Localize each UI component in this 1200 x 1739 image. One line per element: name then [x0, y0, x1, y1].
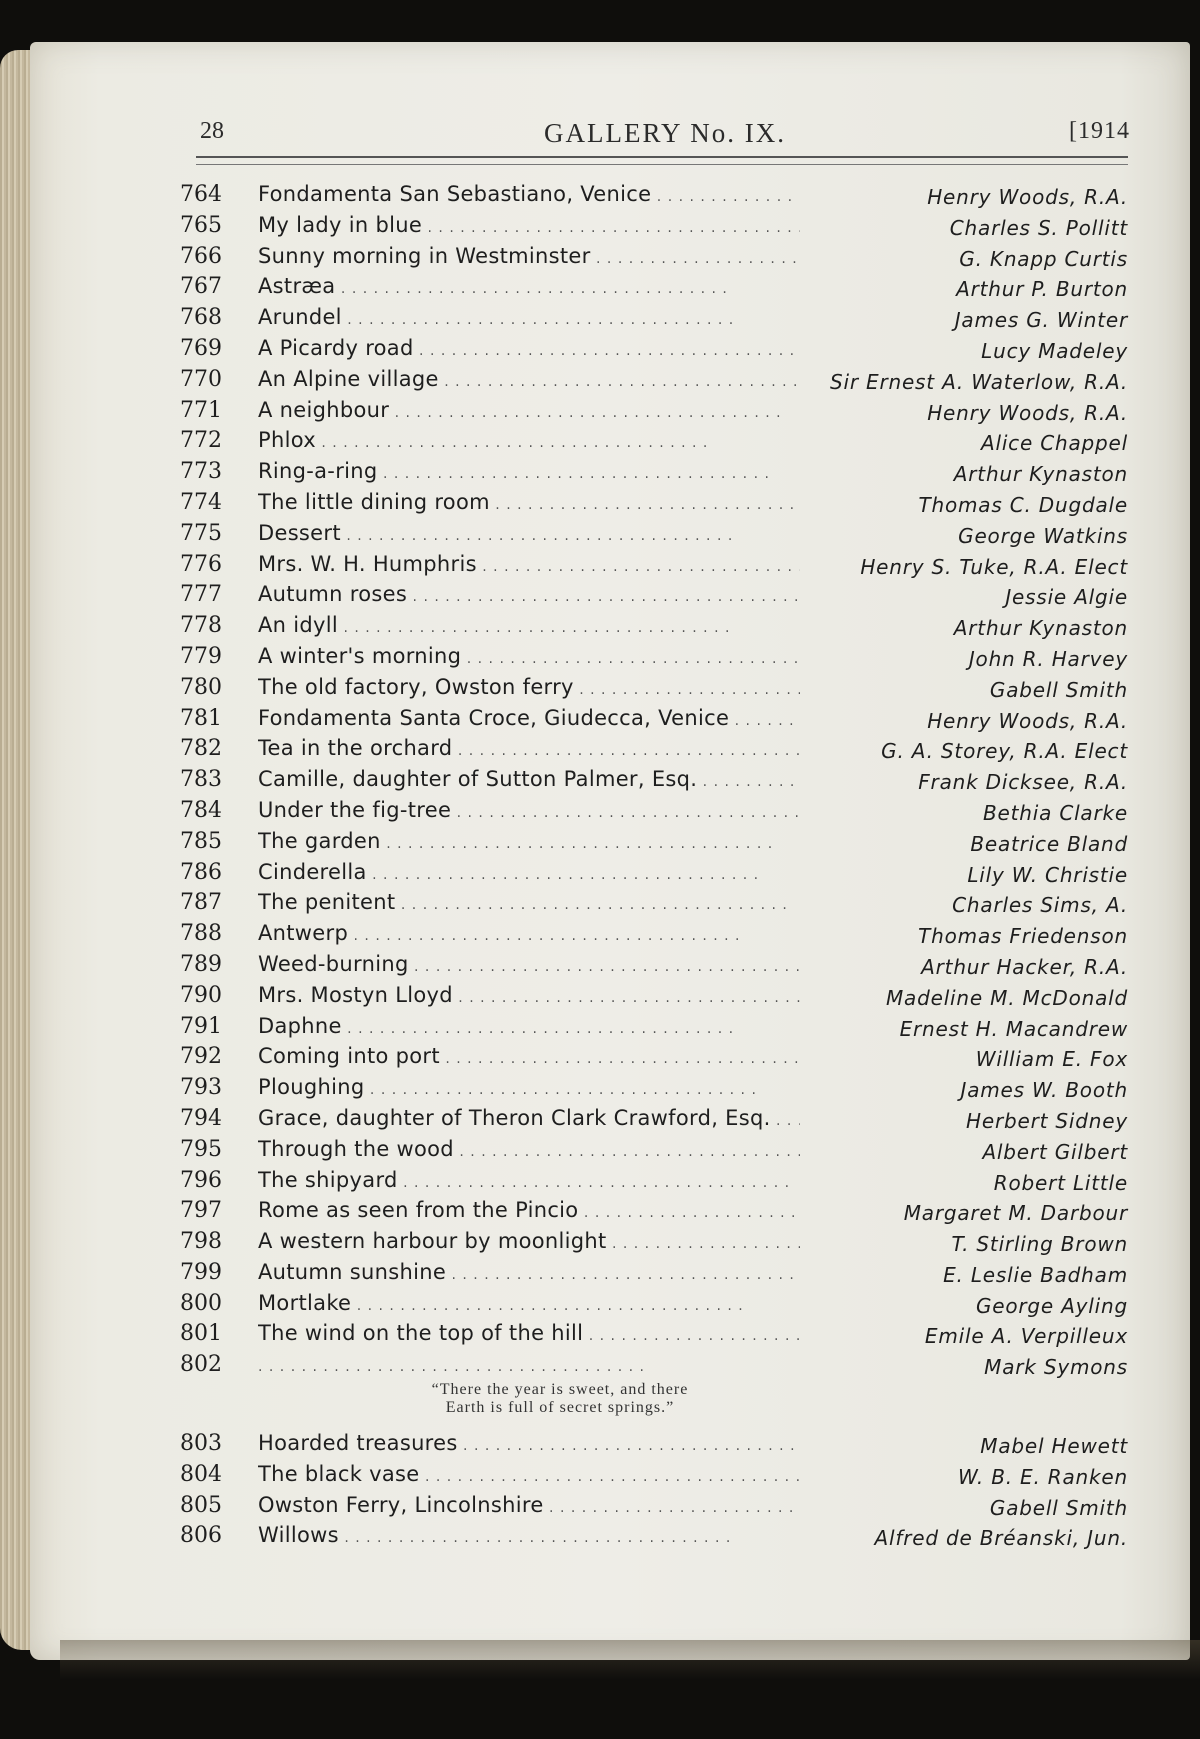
entry-artist: George Watkins	[958, 523, 1128, 548]
entry-number: 786	[180, 859, 222, 885]
entry-number: 780	[180, 674, 222, 700]
entry-artist: E. Leslie Badham	[943, 1262, 1128, 1287]
entry-title: Fondamenta Santa Croce, Giudecca, Venice . . .	[258, 706, 800, 730]
entry-artist: James W. Booth	[960, 1078, 1128, 1103]
entry-number: 791	[180, 1013, 222, 1039]
catalogue-entry	[180, 1196, 1130, 1227]
entry-number: 765	[180, 212, 222, 238]
catalogue-entry	[180, 1166, 1130, 1197]
catalogue-entry	[180, 981, 1130, 1012]
catalogue-entry	[180, 365, 1130, 396]
page-header	[200, 118, 1130, 158]
entry-number: 783	[180, 767, 222, 793]
entry-title: Fondamenta San Sebastiano, Venice . . .	[258, 182, 800, 206]
catalogue-entry	[180, 734, 1130, 765]
entry-number: 797	[180, 1198, 222, 1224]
entry-title: My lady in blue . . .	[258, 213, 800, 237]
entry-artist: Bethia Clarke	[983, 800, 1128, 825]
entry-title: Ring-a-ring . . .	[258, 459, 800, 483]
catalogue-entry	[180, 888, 1130, 919]
entry-artist: Alice Chappel	[980, 431, 1128, 456]
catalogue-entry	[180, 550, 1130, 581]
entry-artist: Madeline M. McDonald	[885, 985, 1128, 1010]
entry-number: 795	[180, 1136, 222, 1162]
entry-title: Weed-burning . . .	[258, 952, 800, 976]
page-number: 28	[200, 118, 224, 144]
entry-number: 777	[180, 582, 222, 608]
entry-title: The old factory, Owston ferry . . .	[258, 675, 800, 699]
entry-title: Phlox . . .	[258, 428, 800, 452]
entry-title: Dessert . . .	[258, 521, 800, 545]
entry-artist: Herbert Sidney	[966, 1108, 1128, 1133]
catalogue-entry	[180, 611, 1130, 642]
entry-artist: Arthur Kynaston	[953, 616, 1128, 641]
entry-artist: Sir Ernest A. Waterlow, R.A.	[829, 369, 1128, 394]
entry-artist: Lucy Madeley	[981, 338, 1128, 363]
entry-number: 782	[180, 736, 222, 762]
catalogue-entry	[180, 580, 1130, 611]
entry-number: 803	[180, 1431, 222, 1457]
entry-number: 776	[180, 551, 222, 577]
entry-artist: Emile A. Verpilleux	[924, 1324, 1128, 1349]
entry-number: 794	[180, 1105, 222, 1131]
entry-artist: William E. Fox	[975, 1047, 1128, 1072]
entry-title: A winter's morning . . .	[258, 644, 800, 668]
catalogue-entry	[180, 303, 1130, 334]
entry-title: Through the wood . . .	[258, 1137, 800, 1161]
entry-artist: Alfred de Bréanski, Jun.	[874, 1526, 1128, 1551]
entry-title: Tea in the orchard . . .	[258, 736, 800, 760]
entry-number: 799	[180, 1259, 222, 1285]
catalogue-entry	[180, 1491, 1130, 1522]
entry-artist: Thomas Friedenson	[918, 924, 1128, 949]
catalogue-entry	[180, 1521, 1130, 1552]
entry-title: Owston Ferry, Lincolnshire . . .	[258, 1493, 800, 1517]
entry-title: A western harbour by moonlight . . .	[258, 1229, 800, 1253]
catalogue-entry	[180, 1350, 1130, 1381]
catalogue-entry	[180, 1289, 1130, 1320]
entry-title: Coming into port . . .	[258, 1044, 800, 1068]
catalogue-entry	[180, 1258, 1130, 1289]
entry-number: 775	[180, 520, 222, 546]
entry-title: Mrs. W. H. Humphris . . .	[258, 552, 800, 576]
catalogue-entry	[180, 1042, 1130, 1073]
entry-artist: Gabell Smith	[989, 1495, 1128, 1520]
catalogue-entry	[180, 211, 1130, 242]
catalogue-entry	[180, 426, 1130, 457]
entry-title: An Alpine village . . .	[258, 367, 800, 391]
entry-number: 779	[180, 643, 222, 669]
entry-artist: Henry Woods, R.A.	[927, 708, 1128, 733]
entry-number: 770	[180, 366, 222, 392]
entry-artist: Beatrice Bland	[970, 831, 1128, 856]
entry-artist: Thomas C. Dugdale	[918, 492, 1128, 517]
entry-number: 771	[180, 397, 222, 423]
catalogue-entry	[180, 519, 1130, 550]
catalogue-entry	[180, 180, 1130, 211]
entry-artist: T. Stirling Brown	[951, 1232, 1128, 1257]
entry-artist: Henry S. Tuke, R.A. Elect	[860, 554, 1128, 579]
catalogue-entry	[180, 1429, 1130, 1460]
catalogue-entry	[180, 272, 1130, 303]
catalogue-entry	[180, 704, 1130, 735]
entry-number: 790	[180, 982, 222, 1008]
entry-title: The little dining room . . .	[258, 490, 800, 514]
catalogue-entry	[180, 765, 1130, 796]
entry-number: 789	[180, 951, 222, 977]
entry-artist: Henry Woods, R.A.	[927, 400, 1128, 425]
catalogue-entry	[180, 334, 1130, 365]
entry-artist: Gabell Smith	[989, 677, 1128, 702]
entry-number: 785	[180, 828, 222, 854]
catalogue-entry	[180, 1135, 1130, 1166]
entry-artist: Henry Woods, R.A.	[927, 185, 1128, 209]
entry-artist: G. Knapp Curtis	[959, 246, 1128, 271]
poem-quote	[280, 1381, 840, 1429]
entry-title: Willows . . .	[258, 1523, 800, 1547]
entry-title: An idyll . . .	[258, 613, 800, 637]
quote-line-1: “There the year is sweet, and there	[431, 1381, 689, 1399]
catalogue-entry	[180, 1319, 1130, 1350]
catalogue-entry	[180, 827, 1130, 858]
entry-title: The garden . . .	[258, 829, 800, 853]
entry-title: A Picardy road . . .	[258, 336, 800, 360]
entry-number: 806	[180, 1523, 222, 1549]
entry-artist: James G. Winter	[954, 308, 1128, 333]
entry-title: The black vase . . .	[258, 1462, 800, 1486]
entry-artist: George Ayling	[975, 1293, 1128, 1318]
entry-title: Autumn sunshine . . .	[258, 1260, 800, 1284]
entry-artist: G. A. Storey, R.A. Elect	[881, 739, 1128, 764]
entry-number: 774	[180, 489, 222, 515]
entry-artist: Margaret M. Darbour	[903, 1201, 1128, 1226]
catalogue-entry	[180, 1104, 1130, 1135]
entry-number: 781	[180, 705, 222, 731]
catalogue-entry	[180, 1460, 1130, 1491]
entry-number: 788	[180, 921, 222, 947]
entry-number: 802	[180, 1352, 222, 1378]
catalogue-entry	[180, 1227, 1130, 1258]
entry-title: The penitent . . .	[258, 890, 800, 914]
page-title: GALLERY No. IX.	[544, 118, 786, 148]
entry-number: 784	[180, 797, 222, 823]
catalogue-entry	[180, 488, 1130, 519]
entry-title: Camille, daughter of Sutton Palmer, Esq. . . .	[258, 767, 800, 791]
catalogue-entry	[180, 396, 1130, 427]
entry-artist: Arthur Kynaston	[953, 462, 1128, 487]
entry-title: Under the fig-tree . . .	[258, 798, 800, 822]
entry-number: 766	[180, 243, 222, 269]
entry-number: 798	[180, 1229, 222, 1255]
entry-number: 767	[180, 274, 222, 300]
entry-title: A neighbour . . .	[258, 398, 800, 422]
year-label: [1914	[1069, 118, 1130, 144]
entry-number: 768	[180, 305, 222, 331]
entry-artist: Lily W. Christie	[967, 862, 1128, 887]
header-rule	[196, 156, 1128, 165]
entry-artist: Robert Little	[993, 1170, 1128, 1195]
catalogue-entry	[180, 919, 1130, 950]
catalogue-entry	[180, 858, 1130, 889]
entry-number: 796	[180, 1167, 222, 1193]
entry-title: Rome as seen from the Pincio . . .	[258, 1198, 800, 1222]
page-shadow	[60, 1640, 1200, 1680]
entry-number: 772	[180, 428, 222, 454]
entry-number: 805	[180, 1492, 222, 1518]
entry-number: 804	[180, 1461, 222, 1487]
entry-artist: Jessie Algie	[1005, 585, 1128, 610]
entry-number: 801	[180, 1321, 222, 1347]
entry-title: Sunny morning in Westminster . . .	[258, 244, 800, 268]
entry-artist: John R. Harvey	[968, 646, 1128, 671]
entry-artist: Arthur P. Burton	[956, 277, 1128, 302]
entry-artist: Albert Gilbert	[982, 1139, 1128, 1164]
entry-title: Grace, daughter of Theron Clark Crawford, Esq. . . .	[258, 1106, 800, 1130]
entry-artist: Ernest H. Macandrew	[899, 1016, 1128, 1041]
entry-number: 764	[180, 182, 222, 207]
entry-number: 800	[180, 1290, 222, 1316]
entry-title: Daphne . . .	[258, 1014, 800, 1038]
catalogue-entry	[180, 642, 1130, 673]
entry-artist: Arthur Hacker, R.A.	[921, 954, 1128, 979]
entry-number: 769	[180, 335, 222, 361]
entry-title: Ploughing . . .	[258, 1075, 800, 1099]
entry-title: Mortlake . . .	[258, 1291, 800, 1315]
catalogue-entry	[180, 950, 1130, 981]
entry-number: 778	[180, 613, 222, 639]
entry-number: 773	[180, 459, 222, 485]
catalogue-entry	[180, 1012, 1130, 1043]
catalogue-entry	[180, 457, 1130, 488]
entry-title: Mrs. Mostyn Lloyd . . .	[258, 983, 800, 1007]
catalogue-list	[180, 180, 1130, 1552]
entry-number: 792	[180, 1044, 222, 1070]
entry-title: Autumn roses . . .	[258, 582, 800, 606]
catalogue-entry	[180, 796, 1130, 827]
entry-title: The wind on the top of the hill . . .	[258, 1321, 800, 1345]
entry-title: Cinderella . . .	[258, 860, 800, 884]
entry-title	[258, 1352, 800, 1376]
entry-artist: Frank Dicksee, R.A.	[918, 770, 1128, 795]
entry-title: Arundel . . .	[258, 305, 800, 329]
entry-artist: W. B. E. Ranken	[957, 1464, 1128, 1489]
entry-title: Hoarded treasures . . .	[258, 1431, 800, 1455]
entry-title: Antwerp . . .	[258, 921, 800, 945]
entry-number: 793	[180, 1075, 222, 1101]
catalogue-entry	[180, 673, 1130, 704]
entry-title: The shipyard . . .	[258, 1168, 800, 1192]
entry-artist: Mark Symons	[984, 1355, 1128, 1380]
entry-artist: Charles S. Pollitt	[949, 215, 1128, 240]
entry-artist: Mabel Hewett	[980, 1434, 1128, 1459]
catalogue-entry	[180, 242, 1130, 273]
entry-number: 787	[180, 890, 222, 916]
entry-title: Astræa . . .	[258, 274, 800, 298]
quote-line-2: Earth is full of secret springs.”	[445, 1399, 675, 1417]
entry-artist: Charles Sims, A.	[952, 893, 1128, 918]
catalogue-entry	[180, 1073, 1130, 1104]
